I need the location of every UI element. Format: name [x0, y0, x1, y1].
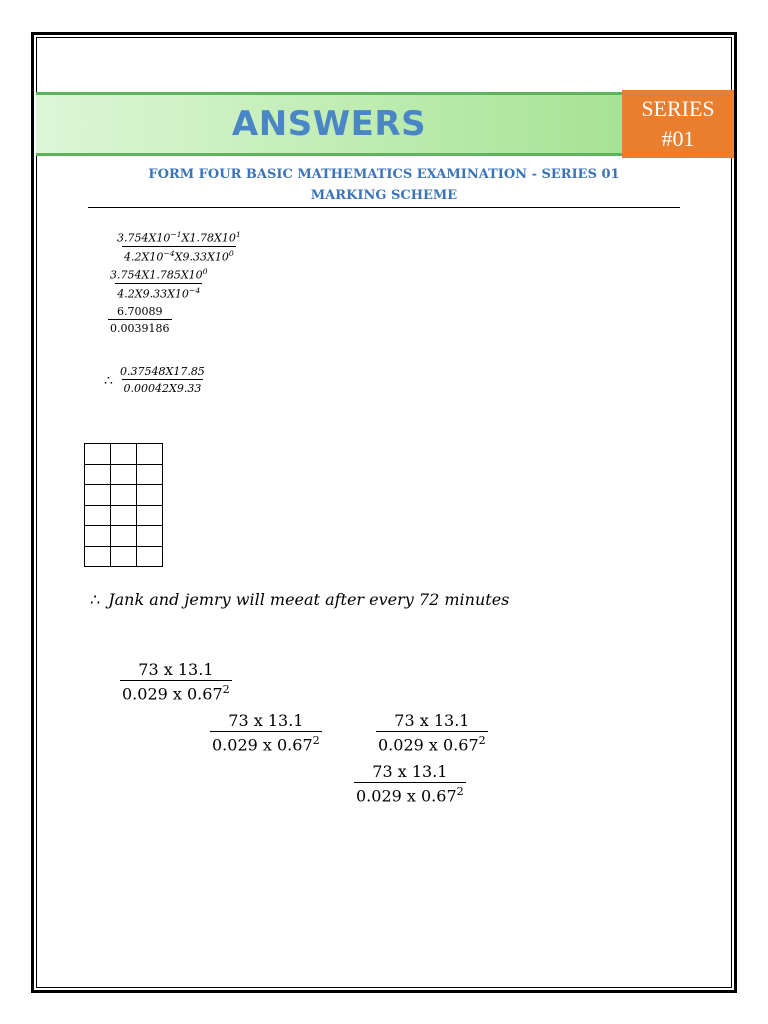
- grid-cell: [137, 464, 163, 485]
- grid-row: [85, 485, 163, 506]
- q1-step2-fraction: [108, 267, 210, 300]
- grid-cell: [111, 505, 137, 526]
- fraction-denominator: 0.029 x 0.67$^2$: [120, 680, 232, 703]
- grid-cell: [85, 526, 111, 547]
- fraction-numerator: 73 x 13.1: [372, 762, 448, 781]
- fraction-4: [354, 762, 466, 805]
- fraction-numerator: 73 x 13.1: [138, 660, 214, 679]
- fraction-1: [120, 660, 232, 703]
- therefore-symbol: ∴: [104, 373, 113, 389]
- grid-cell: [85, 444, 111, 465]
- grid-row: [85, 464, 163, 485]
- fraction-numerator: $3.754X10^{-1}X1.78X10^1$: [117, 230, 241, 245]
- grid-row: [85, 546, 163, 567]
- series-badge: [622, 90, 734, 158]
- grid-cell: [85, 546, 111, 567]
- fraction-denominator: 0.029 x 0.67$^2$: [354, 782, 466, 805]
- answer-grid: [84, 443, 163, 567]
- grid-cell: [85, 505, 111, 526]
- grid-cell: [111, 546, 137, 567]
- grid-cell: [85, 485, 111, 506]
- grid-cell: [137, 444, 163, 465]
- fraction-3: [376, 711, 488, 754]
- grid-cell: [85, 464, 111, 485]
- fraction-numerator: 0.37548X17.85: [120, 365, 205, 378]
- fraction-denominator: 0.00042X9.33: [122, 379, 204, 395]
- grid-cell: [137, 485, 163, 506]
- grid-cell: [111, 526, 137, 547]
- answer-text: Jank and jemry will meeat after every 72 minutes: [108, 590, 510, 609]
- grid-cell: [111, 444, 137, 465]
- grid-row: [85, 526, 163, 547]
- fraction-denominator: 0.0039186: [108, 319, 172, 335]
- heading-divider: [88, 207, 680, 208]
- grid-cell: [137, 546, 163, 567]
- grid-cell: [111, 485, 137, 506]
- fraction-numerator: 73 x 13.1: [394, 711, 470, 730]
- marking-scheme-title: MARKING SCHEME: [310, 188, 458, 203]
- q1-step3-fraction: [108, 305, 172, 335]
- fraction-denominator: 0.029 x 0.67$^2$: [210, 731, 322, 754]
- fraction-2: [210, 711, 322, 754]
- answer-statement: [90, 590, 509, 609]
- fraction-numerator: 6.70089: [117, 305, 163, 318]
- grid-cell: [111, 464, 137, 485]
- fraction-numerator: 73 x 13.1: [228, 711, 304, 730]
- fraction-numerator: $3.754X1.785X10^0$: [110, 267, 208, 282]
- grid-cell: [137, 505, 163, 526]
- q1-step1-fraction: [115, 230, 243, 263]
- fraction-denominator: $4.2X9.33X10^{-4}$: [115, 283, 202, 301]
- series-number: #01: [661, 126, 695, 151]
- grid-cell: [137, 526, 163, 547]
- answers-banner: [36, 92, 622, 156]
- series-label: SERIES: [641, 96, 715, 121]
- fraction-denominator: $4.2X10^{-4}X9.33X10^0$: [122, 246, 236, 264]
- banner-title: ANSWERS: [231, 104, 427, 144]
- fraction-denominator: 0.029 x 0.67$^2$: [376, 731, 488, 754]
- grid-row: [85, 444, 163, 465]
- q1-step4-fraction: [118, 365, 207, 395]
- grid-row: [85, 505, 163, 526]
- exam-title: FORM FOUR BASIC MATHEMATICS EXAMINATION - SERIES 01: [148, 167, 620, 182]
- therefore-symbol: ∴: [90, 590, 101, 609]
